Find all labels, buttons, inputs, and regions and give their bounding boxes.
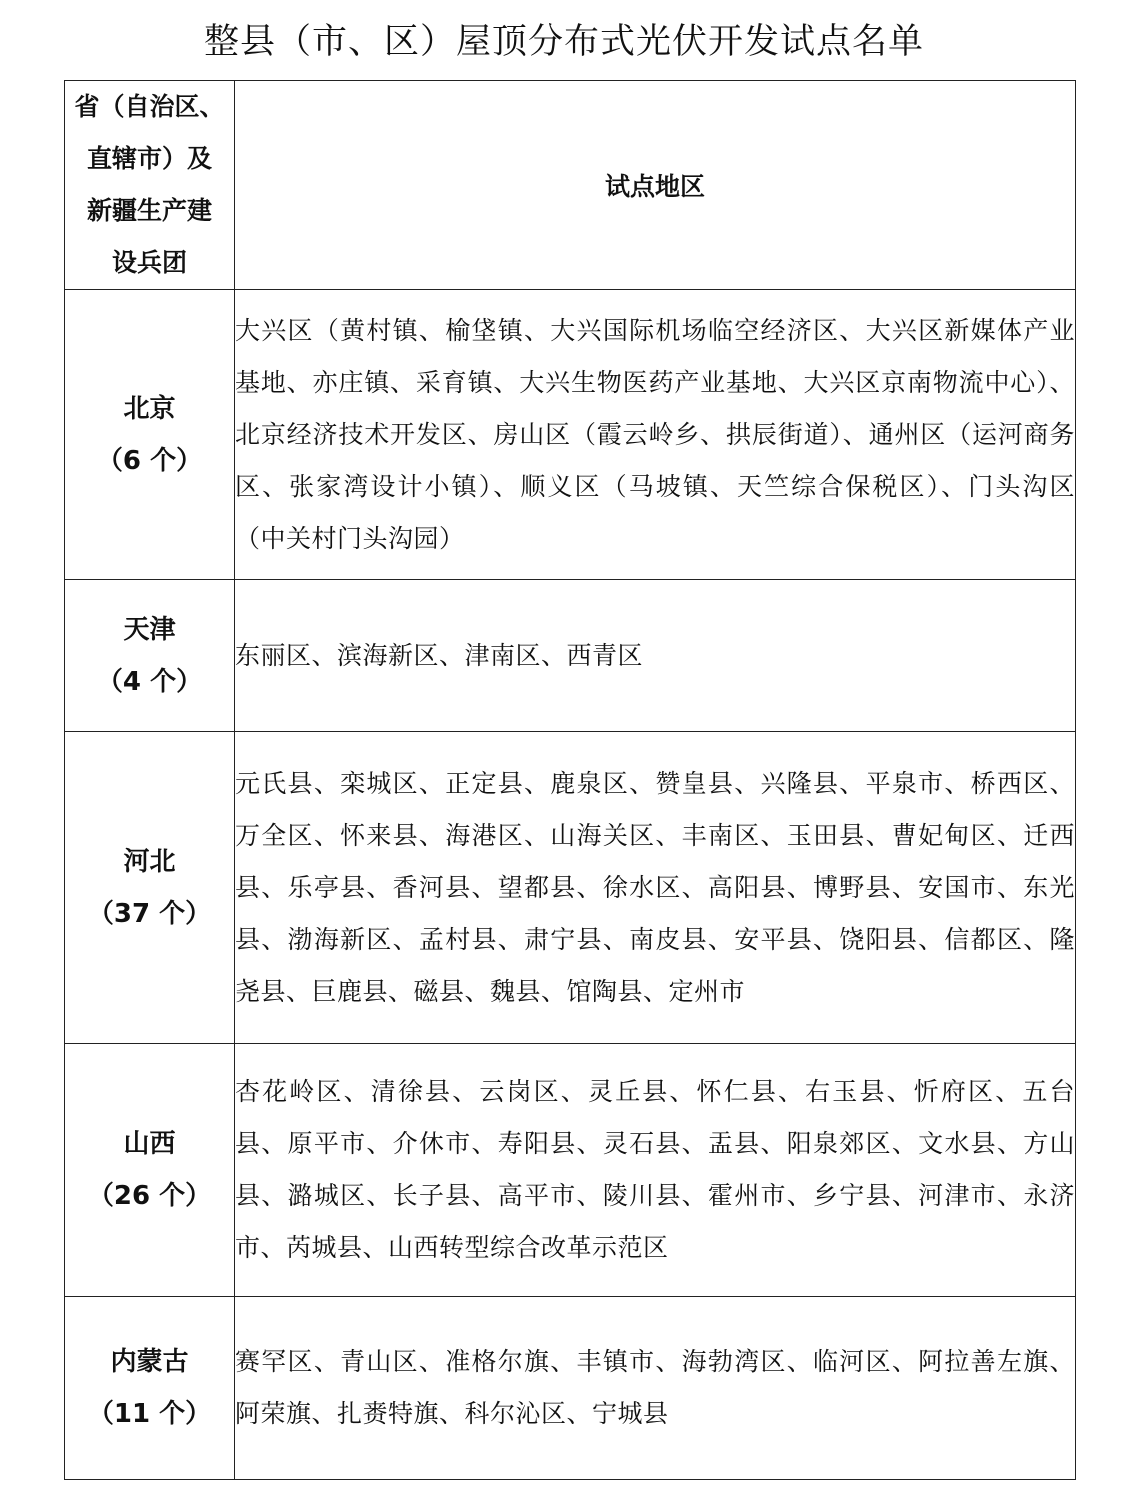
header-area-cell: 试点地区 (235, 81, 1076, 290)
province-cell (65, 290, 235, 580)
province-name: 河北 (123, 846, 176, 877)
province-name: 天津 (123, 614, 176, 645)
table-row (65, 1044, 1076, 1297)
province-count: （37 个） (87, 898, 212, 929)
province-name: 北京 (123, 393, 176, 424)
areas-cell: 大兴区（黄村镇、榆垡镇、大兴国际机场临空经济区、大兴区新媒体产业基地、亦庄镇、采育镇、大兴生物医药产业基地、大兴区京南物流中心）、北京经济技术开发区、房山区（霞云岭乡、拱辰街道）、通州区（运河商务区、张家湾设计小镇）、顺义区（马坡镇、天竺综合保税区）、门头沟区（中关村门头沟园） (235, 290, 1076, 580)
areas-cell: 元氏县、栾城区、正定县、鹿泉区、赞皇县、兴隆县、平泉市、桥西区、万全区、怀来县、海港区、山海关区、丰南区、玉田县、曹妃甸区、迁西县、乐亭县、香河县、望都县、徐水区、高阳县、博野县、安国市、东光县、渤海新区、孟村县、肃宁县、南皮县、安平县、饶阳县、信都区、隆尧县、巨鹿县、磁县、魏县、馆陶县、定州市 (235, 732, 1076, 1044)
header-province-line: 省（自治区、 (74, 92, 225, 121)
header-province-line: 直辖市）及 (86, 144, 212, 173)
province-count: （26 个） (87, 1181, 212, 1211)
table-header-row (65, 81, 1076, 290)
areas-cell: 杏花岭区、清徐县、云岗区、灵丘县、怀仁县、右玉县、忻府区、五台县、原平市、介休市、寿阳县、灵石县、盂县、阳泉郊区、文水县、方山县、潞城区、长子县、高平市、陵川县、霍州市、乡宁县、河津市、永济市、芮城县、山西转型综合改革示范区 (235, 1044, 1076, 1297)
province-count: （11 个） (87, 1399, 212, 1429)
province-cell (65, 732, 235, 1044)
province-name: 内蒙古 (110, 1347, 189, 1377)
table-row (65, 1297, 1076, 1480)
province-cell (65, 580, 235, 732)
province-cell (65, 1044, 235, 1297)
areas-cell: 东丽区、滨海新区、津南区、西青区 (235, 580, 1076, 732)
province-cell (65, 1297, 235, 1480)
header-province-cell (65, 81, 235, 290)
province-count: （6 个） (96, 445, 203, 476)
header-province-line: 新疆生产建 (86, 196, 212, 225)
table-row (65, 732, 1076, 1044)
document-title: 整县（市、区）屋顶分布式光伏开发试点名单 (203, 22, 924, 62)
table-row (65, 290, 1076, 580)
pilot-area-table (64, 80, 1076, 1480)
areas-cell: 赛罕区、青山区、准格尔旗、丰镇市、海勃湾区、临河区、阿拉善左旗、阿荣旗、扎赉特旗、科尔沁区、宁城县 (235, 1297, 1076, 1480)
province-name: 山西 (123, 1129, 176, 1159)
header-province-line: 设兵团 (111, 248, 187, 277)
province-count: （4 个） (96, 666, 203, 697)
table-row (65, 580, 1076, 732)
